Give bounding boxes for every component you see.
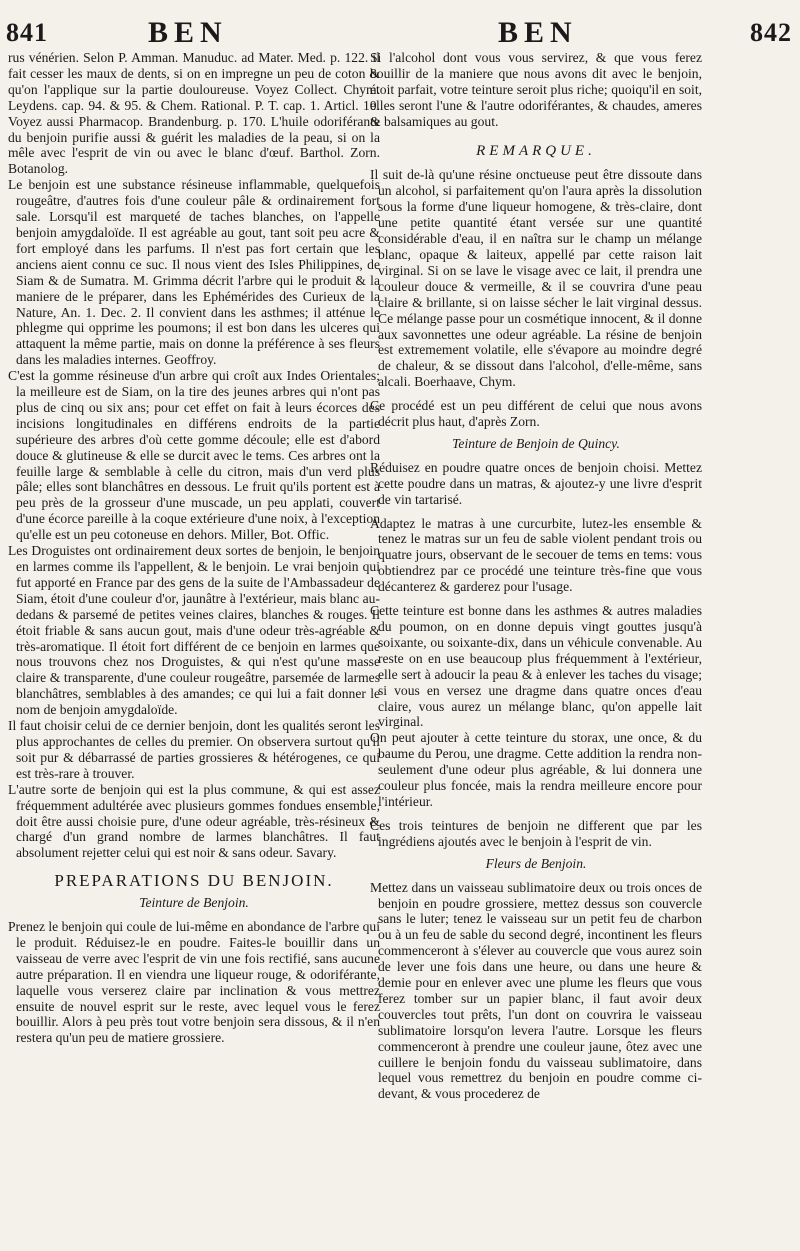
page-number-right: 842 [750,18,792,47]
subsection-title: Fleurs de Benjoin. [485,855,587,871]
paragraph: Si l'alcohol dont vous vous servirez, & que vous ferez bouillir de la maniere que nous avons dit avec le benjoin, étoit parfait, votre teinture seroit plus riche; quoiqu'il en soit, elles seront l'une & l'autre odoriférantes, & chaudes, ameres & balsamiques au gout. [370,50,702,129]
paragraph: Cette teinture est bonne dans les asthmes & autres maladies du poumon, on en donne depuis vingt gouttes jusqu'à soixante, ou soixante-dix, dans un véhicule convenable. Au reste on en use beaucoup plus fréquemment à l'extérieur, elle sert à adoucir la peau & à enlever les taches du visage; si vous en versez une dragme dans quatre onces d'eau claire, vous aurez un mélange blanc, qu'on appelle lait virginal. [370,603,702,730]
subsection-title: Teinture de Benjoin de Quincy. [452,435,620,451]
paragraph: L'autre sorte de benjoin qui est la plus commune, & qui est assez fréquemment adultérée avec plusieurs gommes fondues ensemble, doit être aussi choisie pure, d'une odeur agréable, très-résineux & chargé d'un grand nombre de larmes blanchâtres. Il faut absolument rejetter celui qui est noir & sans odeur. Savary. [8,781,380,861]
left-column [8,50,380,1046]
running-head-right: BEN [498,16,578,49]
paragraph: Prenez le benjoin qui coule de lui-même en abondance de l'arbre qui le produit. Réduisez-le en poudre. Faites-le bouillir dans un vaisseau de verre avec l'esprit de vin une fois rectifié, sans aucune autre préparation. Il en viendra une liqueur rouge, & odoriférante, laquelle vous verserez claire par inclination & vous mettrez ensuite de nouvel esprit sur le reste, avec lequel vous le ferez bouillir. Alors à peu près tout votre benjoin sera dissous, & il n'en restera qu'un peu de matiere grossiere. [8,919,380,1046]
paragraph: Les Droguistes ont ordinairement deux sortes de benjoin, le benjoin en larmes comme ils l'appellent, & le benjoin. Le vrai benjoin qui fut apporté en France par des gens de la suite de l'Ambassadeur de Siam, étoit d'une couleur d'or, jaunâtre à l'extérieur, mais blanc au-dedans & parsemé de petites veines claires, blanches & rouges. Il étoit friable & sans aucun gout, mais d'une odeur très-agréable & très-aromatique. Il étoit fort différent de ce benjoin en larmes que nous trouvons chez nos Droguistes, & qui n'est qu'une masse claire & transparente, d'une couleur rougeâtre, parsemée de larmes blanchâtres, semblables à des amandes; ce qui lui a fait donner le nom de benjoin amygdaloïde. [8,543,380,718]
page-number-left: 841 [6,18,48,47]
right-column [370,50,702,1102]
paragraph: Adaptez le matras à une curcurbite, lutez-les ensemble & tenez le matras sur un feu de sable violent pendant trois ou quatre jours, observant de le secouer de tems en tems: vous obtiendrez par ce procédé une teinture très-fine que vous décanterez & garderez pour l'usage. [370,515,702,595]
paragraph: rus vénérien. Selon P. Amman. Manuduc. ad Mater. Med. p. 122. il fait cesser les maux de dents, si on en impregne un peu de coton & qu'on l'applique sur la partie douloureuse. Voyez Collect. Chym. Leydens. cap. 94. & 95. & Chem. Rational. P. T. cap. 1. Articl. 10. Voyez aussi Pharmacop. Brandenburg. p. 170. L'huile odoriférante du benjoin purifie aussi & guérit les maladies de la peau, si on la mêle avec l'esprit de vin ou avec le blanc d'œuf. Barthol. Zorn. Botanolog. [8,50,380,177]
subsection-title: Teinture de Benjoin. [139,895,249,911]
paragraph: Ce procédé est un peu différent de celui que nous avons décrit plus haut, d'après Zorn. [370,398,702,430]
paragraph: Mettez dans un vaisseau sublimatoire deux ou trois onces de benjoin en poudre grossiere, mettez dessus son couvercle sans le luter; tenez le vaisseau sur un petit feu de charbon ou à un feu de sable du second degré, incontinent les fleurs commenceront à s'élever au couvercle que vous aurez soin de lever une fois dans une heure, ou dans une heure & demie pour en enlever avec une plume les fleurs que vous ferez tomber sur un papier blanc, il faut avoir deux couvercles tout prêts, l'un dont on couvrira le vaisseau sublimatoire lorsqu'on levera l'autre. Lorsque les fleurs commenceront à prendre une couleur jaune, ôtez avec une cuillere le benjoin fondu du vaisseau sublimatoire, dans lequel vous remettrez du benjoin en poudre comme ci-devant, & vous procederez de [370,879,702,1102]
paragraph: Le benjoin est une substance résineuse inflammable, quelquefois rougeâtre, d'autres fois d'une couleur pâle & ordinairement fort sale. Lorsqu'il est marqueté de taches blanches, on l'appelle benjoin amygdaloïde. Il est agréable au gout, tant soit peu acre & fort employé dans les parfums. Il n'est pas fort certain que les anciens aient connu ce suc. Il nous vient des Isles Philippines, de Siam & de Sumatra. M. Grimma décrit l'arbre qui le produit & la maniere de le préparer, dans les Ephémérides des Curieux de la Nature, An. 1. Dec. 2. Il convient dans les asthmes; il atténue le phlegme qui opprime les poumons; il est bon dans les ulceres qui attaquent la même partie, mais on donne la préférence à ses fleurs dans les maladies internes. Geoffroy. [8,177,380,368]
section-title: PREPARATIONS DU BENJOIN. [54,871,334,891]
remarque-heading: REMARQUE. [476,142,596,159]
paragraph: Ces trois teintures de benjoin ne different que par les ingrédiens ajoutés avec le benjoin à l'esprit de vin. [370,817,702,849]
paragraph: Il suit de-là qu'une résine onctueuse peut être dissoute dans un alcohol, si parfaitement qu'on l'aura après la dissolution sous la forme d'une liqueur homogene, & très-claire, dont une petite quantité étant versée sur une quantité considérable d'eau, il en naîtra sur le champ un mélange blanc, opaque & laiteux, appellé par cette raison lait virginal. Si on se lave le visage avec ce lait, il prendra une couleur douce & vermeille, & il se couvrira d'une peau claire & brillante, si on laisse sécher le lait virginal dessus. Ce mélange passe pour un cosmétique innocent, & il donne aux savonnettes une odeur agréable. La résine de benjoin est extremement volatile, elle s'évapore au moindre degré de chaleur, & se dissout dans l'alcohol, d'elle-même, sans alcali. Boerhaave, Chym. [370,167,702,390]
paragraph: On peut ajouter à cette teinture du storax, une once, & du baume du Perou, une dragme. Cette addition la rendra non-seulement d'une odeur plus agréable, & lui donnera une couleur plus foncée, mais la rendra meilleure encore pour l'intérieur. [370,730,702,809]
paragraph: Réduisez en poudre quatre onces de benjoin choisi. Mettez cette poudre dans un matras, & ajoutez-y une livre d'esprit de vin tartarisé. [370,459,702,507]
running-head-left: BEN [148,16,228,49]
page-header [0,14,800,54]
paragraph: Il faut choisir celui de ce dernier benjoin, dont les qualités seront les plus approchantes de celles du premier. On observera surtout qu'il soit pur & débarrassé de parties grossieres & hétérogenes, ce qui est très-rare à trouver. [8,718,380,781]
paragraph: C'est la gomme résineuse d'un arbre qui croît aux Indes Orientales; la meilleure est de Siam, on la tire des jeunes arbres qui n'ont pas plus de cinq ou six ans; pour cet effet on fait à leurs écorces des incisions longitudinales en différens endroits de la partie supérieure des arbres d'où cette gomme découle; elle est d'abord douce & glutineuse & elle se durcit avec le tems. Ces arbres ont la feuille large & semblable à celle du citron, mais d'un verd plus pâle; elles sont blanchâtres en dessous. Le fruit qu'ils portent est à peu près de la grosseur d'une muscade, un peu applati, couvert d'une écorce pareille à la coque extérieure d'une noix, à l'exception qu'elle est un peu cotoneuse en dehors. Miller, Bot. Offic. [8,368,380,543]
